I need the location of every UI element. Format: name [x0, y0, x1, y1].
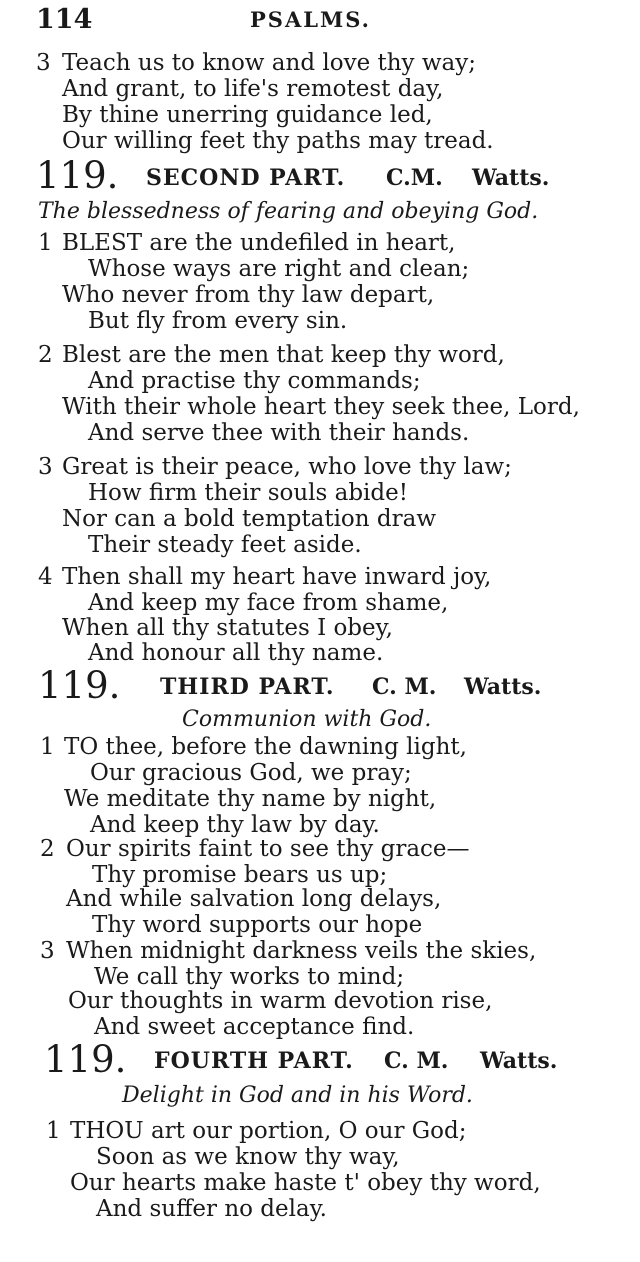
verse-line: Thy promise bears us up; [92, 862, 388, 888]
verse-line: We call thy works to mind; [94, 964, 405, 990]
hymn-subtitle: Communion with God. [182, 707, 432, 732]
verse-line: THOU art our portion, O our God; [70, 1118, 467, 1144]
verse-number: 1 [46, 1118, 61, 1144]
verse-line: Our hearts make haste t' obey thy word, [70, 1170, 541, 1196]
hymn-meter: C.M. [386, 165, 443, 191]
verse-line: Then shall my heart have inward joy, [62, 564, 492, 590]
hymn-part: THIRD PART. [160, 674, 335, 700]
verse-line: Nor can a bold temptation draw [62, 506, 437, 532]
verse-line: And grant, to life's remotest day, [62, 76, 444, 102]
page-number: 114 [36, 4, 93, 35]
verse-line: Soon as we know thy way, [96, 1144, 400, 1170]
verse-line: And honour all thy name. [88, 640, 384, 666]
hymn-author: Watts. [480, 1048, 558, 1074]
verse-number: 2 [38, 342, 53, 368]
verse-number: 1 [38, 230, 53, 256]
verse-line: Teach us to know and love thy way; [62, 50, 476, 76]
verse-line: Our thoughts in warm devotion rise, [68, 988, 493, 1014]
page-title: PSALMS. [250, 7, 371, 32]
verse-line: BLEST are the undefiled in heart, [62, 230, 456, 256]
verse-line: And keep thy law by day. [90, 812, 380, 838]
verse-line: Our gracious God, we pray; [90, 760, 412, 786]
hymn-part: SECOND PART. [146, 165, 346, 191]
verse-line: Whose ways are right and clean; [88, 256, 470, 282]
verse-line: When all thy statutes I obey, [62, 615, 393, 641]
hymn-number: 119. [36, 154, 119, 197]
hymn-number: 119. [44, 1038, 127, 1081]
verse-number: 3 [36, 50, 51, 76]
hymn-number: 119. [38, 664, 121, 707]
verse-line: But fly from every sin. [88, 308, 348, 334]
hymn-subtitle: Delight in God and in his Word. [122, 1083, 473, 1108]
verse-line: Their steady feet aside. [88, 532, 362, 558]
verse-number: 4 [38, 564, 53, 590]
verse-line: And suffer no delay. [96, 1196, 327, 1222]
verse-line: When midnight darkness veils the skies, [66, 938, 537, 964]
verse-line: TO thee, before the dawning light, [64, 734, 467, 760]
verse-line: How firm their souls abide! [88, 480, 408, 506]
verse-line: And keep my face from shame, [88, 590, 449, 616]
verse-line: With their whole heart they seek thee, Lord, [62, 394, 580, 420]
verse-line: We meditate thy name by night, [64, 786, 437, 812]
hymn-part: FOURTH PART. [154, 1048, 354, 1074]
verse-line: Our willing feet thy paths may tread. [62, 128, 494, 154]
hymn-meter: C. M. [372, 674, 437, 700]
verse-line: And practise thy commands; [88, 368, 421, 394]
verse-line: Who never from thy law depart, [62, 282, 435, 308]
verse-line: And serve thee with their hands. [88, 420, 470, 446]
hymn-meter: C. M. [384, 1048, 449, 1074]
verse-number: 3 [40, 938, 55, 964]
verse-line: And while salvation long delays, [66, 886, 442, 912]
verse-line: Our spirits faint to see thy grace— [66, 836, 470, 862]
verse-number: 3 [38, 454, 53, 480]
verse-line: By thine unerring guidance led, [62, 102, 433, 128]
verse-line: And sweet acceptance find. [94, 1014, 415, 1040]
hymn-subtitle: The blessedness of fearing and obeying God. [38, 199, 539, 224]
verse-line: Great is their peace, who love thy law; [62, 454, 512, 480]
verse-number: 2 [40, 836, 55, 862]
verse-line: Blest are the men that keep thy word, [62, 342, 505, 368]
verse-line: Thy word supports our hope [92, 912, 423, 938]
hymn-author: Watts. [464, 674, 542, 700]
verse-number: 1 [40, 734, 55, 760]
hymn-author: Watts. [472, 165, 550, 191]
